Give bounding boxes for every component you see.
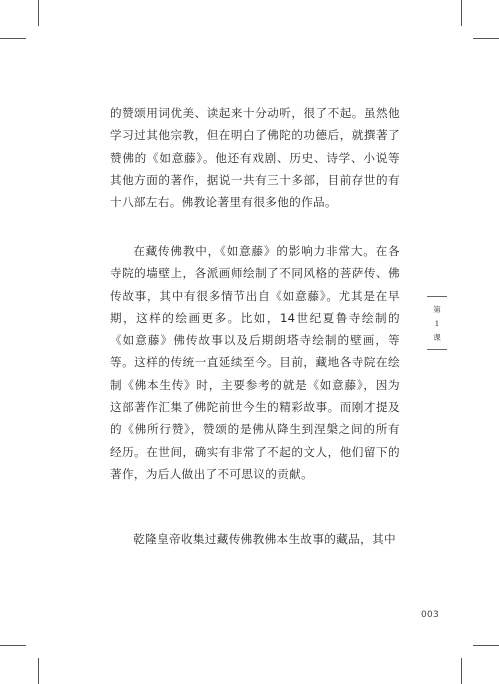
crop-mark-left-bottom <box>0 645 26 646</box>
paragraph-text: 的赞颂用词优美、读起来十分动听，很了不起。虽然他学习过其他宗教，但在明白了佛陀的功德后，就撰著了赞佛的《如意藤》。他还有戏剧、历史、诗学、小说等其他方面的著作，据说一共有三十多部，目前存世的有十八部左右。佛教论著里有很多他的作品。 <box>110 106 400 210</box>
marker-char-number: 1 <box>434 319 440 328</box>
paragraph-text: 乾隆皇帝收集过藏传佛教佛本生故事的藏品，其中 <box>133 532 396 546</box>
crop-mark-top-left <box>38 0 39 26</box>
crop-mark-right-bottom <box>473 645 499 646</box>
crop-mark-bottom-right <box>461 658 462 684</box>
marker-char-di: 第 <box>433 305 441 314</box>
paragraph-text: 在藏传佛教中，《如意藤》的影响力非常大。在各寺院的墙壁上，各派画师绘制了不同风格的菩萨传、佛传故事，其中有很多情节出自《如意藤》。尤其是在早期，这样的绘画更多。比如，14世纪夏鲁寺绘制的《如意藤》佛传故事以及后期朗塔寺绘制的壁画，等等。这样的传统一直延续至今。目前，藏地各寺院在绘制《佛本生传》时，主要参考的就是《如意藤》，因为这部著作汇集了佛陀前世今生的精彩故事。而刚才提及的《佛所行赞》，赞颂的是佛从降生到涅槃之间的所有经历。在世间，确实有非常了不起的文人，他们留下的著作，为后人做出了不可思议的贡献。 <box>110 244 400 481</box>
body-paragraph-3 <box>110 528 400 550</box>
page-number: 003 <box>421 610 440 620</box>
body-paragraph-1 <box>110 102 400 213</box>
lesson-side-marker <box>427 296 447 350</box>
marker-char-ke: 课 <box>433 333 441 342</box>
crop-mark-left-top <box>0 38 26 39</box>
crop-mark-right-top <box>473 38 499 39</box>
crop-mark-top-right <box>461 0 462 26</box>
crop-mark-bottom-left <box>38 658 39 684</box>
marker-bottom-rule <box>427 349 447 350</box>
body-paragraph-2 <box>110 240 400 485</box>
